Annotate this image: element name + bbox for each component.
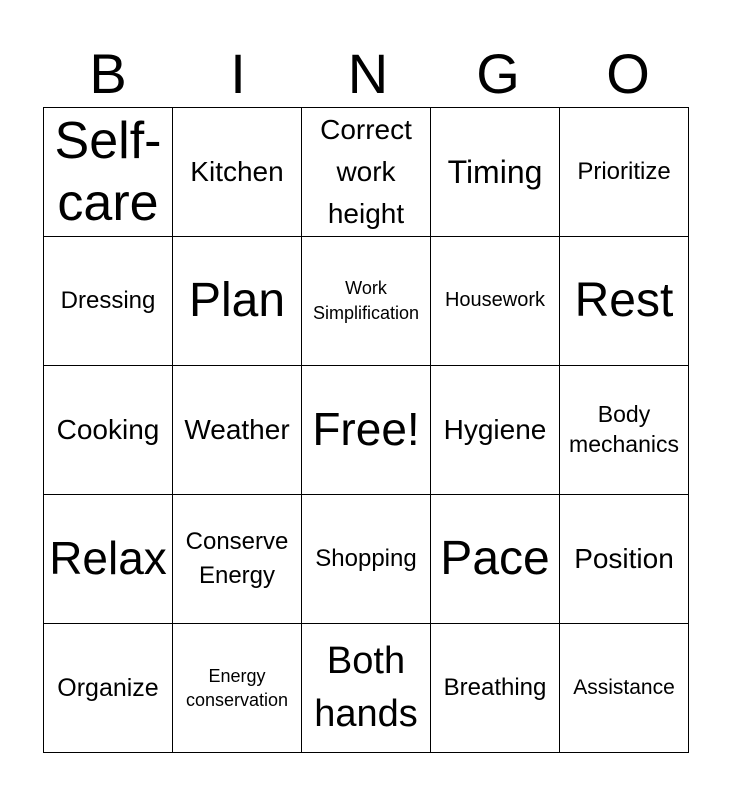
bingo-cell[interactable] bbox=[560, 495, 689, 624]
bingo-cell[interactable] bbox=[173, 366, 302, 495]
cell-label: Cooking bbox=[56, 413, 160, 445]
cell-label: Pace bbox=[440, 532, 550, 586]
bingo-cell[interactable] bbox=[173, 495, 302, 624]
cell-label: Kitchen bbox=[190, 155, 284, 187]
cell-label: Body mechanics bbox=[569, 401, 679, 457]
cell-label: Work Simplification bbox=[312, 277, 420, 323]
bingo-cell[interactable] bbox=[560, 237, 689, 366]
card-row bbox=[44, 237, 689, 366]
card-row bbox=[44, 624, 689, 753]
cell-label: Timing bbox=[447, 153, 543, 190]
cell-label: Relax bbox=[49, 532, 167, 585]
header-letter-n: N bbox=[347, 42, 389, 105]
bingo-cell[interactable] bbox=[431, 495, 560, 624]
header-letter-i: I bbox=[230, 42, 246, 105]
bingo-cell[interactable] bbox=[173, 237, 302, 366]
bingo-cell[interactable] bbox=[560, 366, 689, 495]
cell-label: Dressing bbox=[60, 287, 156, 315]
cell-label: Organize bbox=[57, 673, 159, 702]
cell-label: Hygiene bbox=[443, 413, 547, 445]
bingo-cell[interactable] bbox=[302, 237, 431, 366]
cell-label: Housework bbox=[444, 289, 546, 312]
bingo-cell[interactable] bbox=[173, 624, 302, 753]
cell-label: Correct work height bbox=[320, 114, 412, 229]
cell-label: Self-care bbox=[54, 111, 162, 232]
cell-label: Both hands bbox=[314, 639, 418, 735]
bingo-cell[interactable] bbox=[44, 624, 173, 753]
bingo-cell[interactable] bbox=[302, 495, 431, 624]
bingo-cell[interactable] bbox=[44, 495, 173, 624]
header-letter-b: B bbox=[89, 42, 127, 105]
cell-label: Weather bbox=[184, 413, 290, 445]
cell-label: Rest bbox=[574, 274, 674, 328]
cell-label: Shopping bbox=[315, 545, 417, 573]
bingo-cell[interactable] bbox=[431, 366, 560, 495]
bingo-cell[interactable] bbox=[431, 237, 560, 366]
bingo-cell[interactable] bbox=[560, 624, 689, 753]
bingo-cell[interactable] bbox=[44, 366, 173, 495]
bingo-card bbox=[43, 107, 689, 753]
cell-label: Plan bbox=[188, 274, 286, 328]
card-row bbox=[44, 108, 689, 237]
cell-label: Conserve Energy bbox=[185, 528, 289, 589]
bingo-header bbox=[43, 40, 693, 108]
bingo-cell[interactable] bbox=[560, 108, 689, 237]
bingo-cell[interactable] bbox=[44, 108, 173, 237]
cell-label: Position bbox=[574, 542, 674, 574]
cell-label: Prioritize bbox=[577, 158, 671, 186]
card-row bbox=[44, 495, 689, 624]
cell-label: Breathing bbox=[443, 674, 547, 702]
header-letter-o: O bbox=[606, 42, 650, 105]
bingo-cell[interactable] bbox=[302, 624, 431, 753]
bingo-cell[interactable] bbox=[44, 237, 173, 366]
cell-label: Free! bbox=[312, 403, 420, 456]
cell-label: Energy conservation bbox=[185, 665, 289, 710]
bingo-cell[interactable] bbox=[173, 108, 302, 237]
cell-label: Assistance bbox=[573, 675, 675, 699]
bingo-cell[interactable] bbox=[431, 108, 560, 237]
bingo-cell[interactable] bbox=[431, 624, 560, 753]
bingo-cell[interactable] bbox=[302, 108, 431, 237]
bingo-cell[interactable] bbox=[302, 366, 431, 495]
card-row bbox=[44, 366, 689, 495]
header-letter-g: G bbox=[476, 42, 520, 105]
